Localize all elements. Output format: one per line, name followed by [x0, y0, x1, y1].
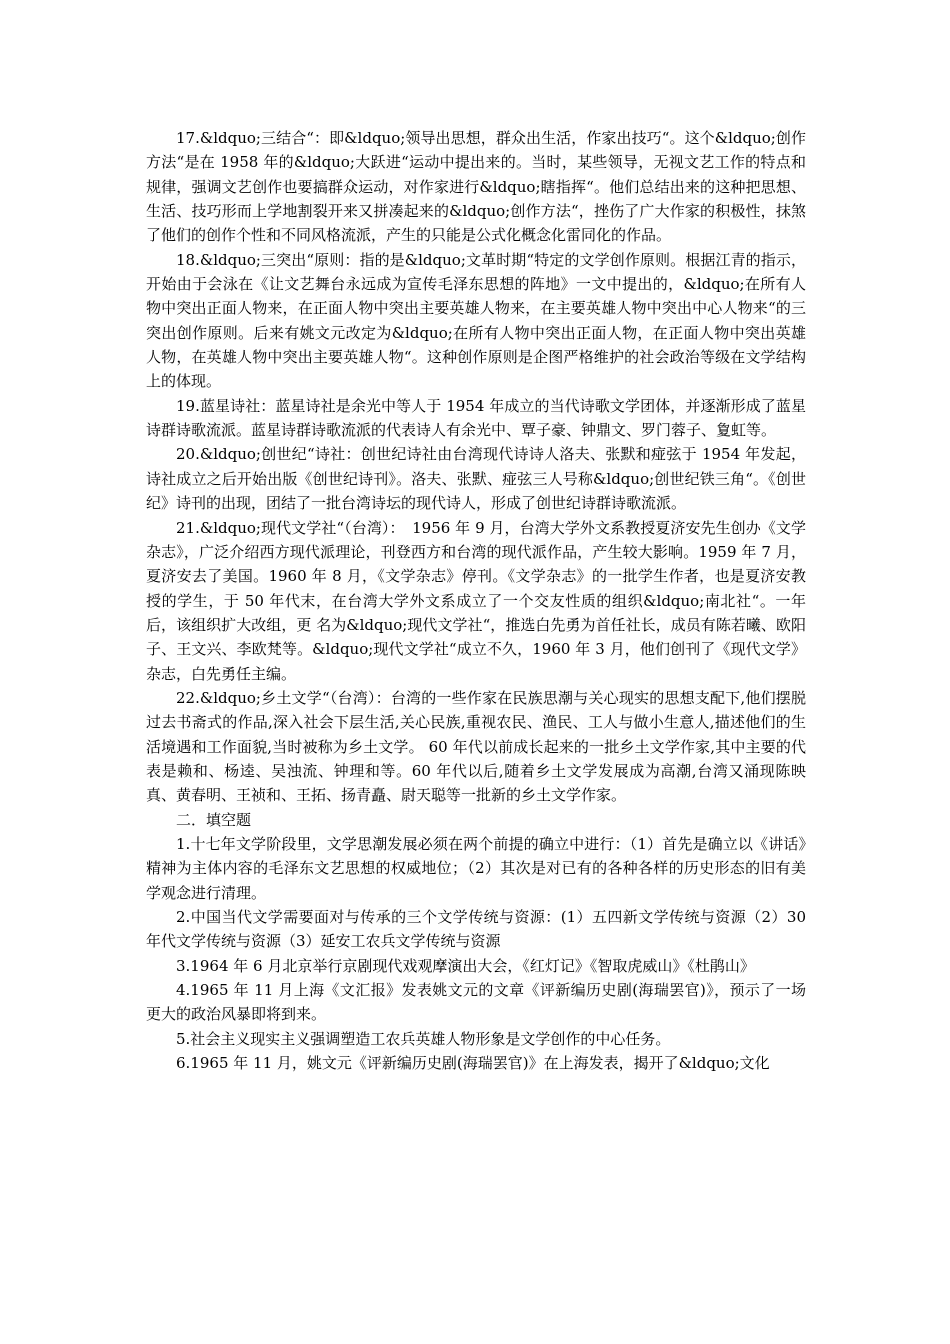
- fill-4-paragraph: 4.1965 年 11 月上海《文汇报》发表姚文元的文章《评新编历史剧(海瑞罢官)》，预示了一场更大的政治风暴即将到来。: [146, 981, 806, 1024]
- term-21-paragraph: 21.&ldquo;现代文学社“（台湾）： 1956 年 9 月，台湾大学外文系教授夏济安先生创办《文学杂志》，广泛介绍西方现代派理论，刊登西方和台湾的现代派作品，产生较大影响。1959 年 7 月，夏济安去了美国。1960 年 8 月，《文学杂志》停刊。《文学杂志》的一批学生作者，也是夏济安教授的学生，于 50 年代末，在台湾大学外文系成立了一个交友性质的组织&ldquo;南北社“。一年后，该组织扩大改组，更 名为&ldquo;现代文学社“，推选白先勇为首任社长，成员有陈若曦、欧阳子、王文兴、李欧梵等。&ldquo;现代文学社“成立不久，1960 年 3 月，他们创刊了《现代文学》 杂志，白先勇任主编。: [146, 518, 806, 683]
- document-page: [146, 126, 806, 1075]
- term-22-paragraph: 22.&ldquo;乡土文学“（台湾）：台湾的一些作家在民族思潮与关心现实的思想支配下,他们摆脱过去书斋式的作品,深入社会下层生活,关心民族,重视农民、渔民、工人与做小生意人,描述他们的生活境遇和工作面貌,当时被称为乡土文学。 60 年代以前成长起来的一批乡土文学作家,其中主要的代表是赖和、杨逵、吴浊流、钟理和等。60 年代以后,随着乡土文学发展成为高潮,台湾又涌现陈映真、黄春明、王祯和、王拓、扬青矗、尉天聪等一批新的乡土文学作家。: [146, 688, 806, 805]
- section-heading-fill-in: 二．填空题: [176, 810, 252, 829]
- fill-5-paragraph: 5.社会主义现实主义强调塑造工农兵英雄人物形象是文学创作的中心任务。: [176, 1029, 671, 1048]
- fill-3-paragraph: 3.1964 年 6 月北京举行京剧现代戏观摩演出大会，《红灯记》《智取虎威山》《杜鹃山》: [176, 956, 755, 975]
- fill-6-paragraph: 6.1965 年 11 月，姚文元《评新编历史剧(海瑞罢官)》在上海发表，揭开了&ldquo;文化: [176, 1054, 770, 1073]
- term-17-paragraph: 17.&ldquo;三结合“：即&ldquo;领导出思想，群众出生活，作家出技巧“。这个&ldquo;创作方法“是在 1958 年的&ldquo;大跃进“运动中提出来的。当时，某些领导，无视文艺工作的特点和规律，强调文艺创作也要搞群众运动，对作家进行&ldquo;瞎指挥“。他们总结出来的这种把思想、生活、技巧形而上学地割裂开来又拼凑起来的&ldquo;创作方法“，挫伤了广大作家的积极性，抹煞了他们的创作个性和不同风格流派，产生的只能是公式化概念化雷同化的作品。: [146, 129, 806, 245]
- fill-2-paragraph: 2.中国当代文学需要面对与传承的三个文学传统与资源：(1）五四新文学传统与资源（2）30 年代文学传统与资源（3）延安工农兵文学传统与资源: [146, 908, 806, 951]
- term-19-paragraph: 19.蓝星诗社：蓝星诗社是余光中等人于 1954 年成立的当代诗歌文学团体，并逐渐形成了蓝星诗群诗歌流派。蓝星诗群诗歌流派的代表诗人有余光中、覃子豪、钟鼎文、罗门蓉子、夐虹等。: [146, 396, 806, 440]
- term-20-paragraph: 20.&ldquo;创世纪“诗社：创世纪诗社由台湾现代诗诗人洛夫、张默和痖弦于 1954 年发起，诗社成立之后开始出版《创世纪诗刊》。洛夫、张默、痖弦三人号称&ldquo;创世纪铁三角“。《创世纪》诗刊的出现，团结了一批台湾诗坛的现代诗人，形成了创世纪诗群诗歌流派。: [146, 445, 806, 513]
- term-18-paragraph: 18.&ldquo;三突出“原则：指的是&ldquo;文革时期“特定的文学创作原则。根据江青的指示，开始由于会泳在《让文艺舞台永远成为宣传毛泽东思想的阵地》一文中提出的，&ldquo;在所有人物中突出正面人物来，在正面人物中突出主要英雄人物来，在主要英雄人物中突出中心人物来“的三突出创作原则。后来有姚文元改定为&ldquo;在所有人物中突出正面人物，在正面人物中突出英雄人物，在英雄人物中突出主要英雄人物“。这种创作原则是企图严格维护的社会政治等级在文学结构上的体现。: [146, 250, 806, 391]
- fill-1-paragraph: 1.十七年文学阶段里，文学思潮发展必须在两个前提的确立中进行：（1）首先是确立以《讲话》精神为主体内容的毛泽东文艺思想的权威地位；（2）其次是对已有的各种各样的历史形态的旧有美学观念进行清理。: [146, 834, 806, 902]
